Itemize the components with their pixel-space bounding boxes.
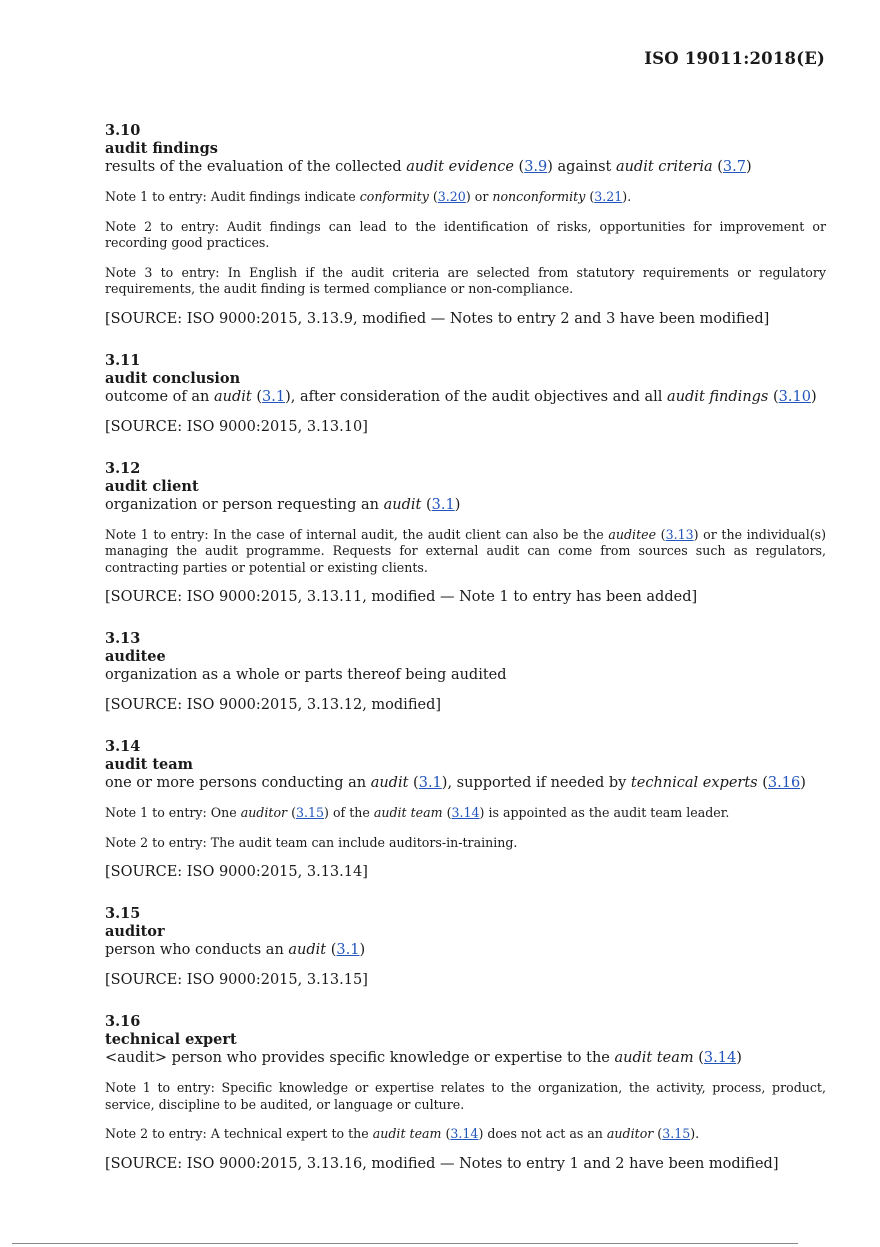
cross-reference-link[interactable]: 3.14	[450, 1126, 479, 1141]
italic-term-reference: technical experts	[630, 775, 758, 791]
italic-term-reference: audit team	[372, 1126, 442, 1141]
text-run: (	[408, 775, 419, 791]
cross-reference-link[interactable]: 3.1	[431, 496, 455, 513]
footer-rule	[12, 1243, 798, 1244]
term-definition	[105, 158, 826, 176]
text-run: ) or the individual(s) managing the audit programme. Requests for external audit can come from sources such as regulators, contracting parties or potential or existing clients.	[105, 526, 827, 575]
text-run: Note 1 to entry: In the case of internal audit, the audit client can also be the	[105, 526, 609, 542]
cross-reference-link[interactable]: 3.1	[262, 388, 286, 405]
text-run: ).	[622, 189, 632, 204]
text-run: Note 2 to entry: A technical expert to the	[105, 1126, 373, 1141]
text-run: outcome of an	[105, 388, 214, 405]
text-run: person who conducts an	[105, 942, 289, 958]
text-run: (	[421, 496, 432, 513]
text-run: ) or	[465, 189, 493, 204]
cross-reference-link[interactable]: 3.1	[418, 775, 442, 791]
text-run: )	[454, 496, 461, 513]
term-number: 3.11	[105, 351, 141, 369]
document-id-header: ISO 19011:2018(E)	[644, 49, 825, 68]
term-entry	[105, 460, 826, 621]
text-run: ) against	[547, 159, 616, 175]
term-number: 3.12	[105, 459, 141, 477]
text-run: (	[693, 1050, 704, 1066]
text-run: one or more persons conducting an	[105, 775, 371, 791]
term-entry	[105, 738, 826, 895]
text-run: <audit> person who provides specific knowledge or expertise to the	[105, 1050, 615, 1066]
text-run: results of the evaluation of the collected	[105, 159, 407, 175]
source-citation: [SOURCE: ISO 9000:2015, 3.13.10]	[105, 418, 368, 435]
italic-term-reference: audit team	[373, 805, 443, 820]
term-name: audit findings	[105, 140, 218, 157]
text-run: Note 2 to entry: Audit findings can lead to the identification of risks, opportunities for improvement or recording good practices.	[105, 218, 826, 250]
text-run: (	[513, 159, 525, 175]
term-definition	[105, 941, 826, 959]
term-entry	[105, 1013, 826, 1187]
text-run: (	[653, 1126, 663, 1141]
text-run: Note 2 to entry: The audit team can include auditors-in-training.	[105, 834, 518, 850]
term-number: 3.10	[105, 122, 141, 139]
note-to-entry	[105, 835, 826, 852]
text-run: )	[745, 159, 752, 175]
source-citation: [SOURCE: ISO 9000:2015, 3.13.14]	[105, 864, 368, 880]
text-run: )	[359, 942, 366, 958]
note-to-entry	[105, 805, 826, 822]
term-entry	[105, 352, 826, 450]
source-citation: [SOURCE: ISO 9000:2015, 3.13.16, modified — Notes to entry 1 and 2 have been modified]	[105, 1155, 779, 1172]
text-run: ), supported if needed by	[441, 775, 631, 791]
italic-term-reference: auditee	[608, 526, 657, 542]
text-run: ), after consideration of the audit objectives and all	[285, 388, 668, 405]
note-to-entry	[105, 527, 826, 577]
source-citation: [SOURCE: ISO 9000:2015, 3.13.9, modified — Notes to entry 2 and 3 have been modified]	[105, 310, 770, 327]
italic-term-reference: audit criteria	[615, 159, 713, 175]
term-definition	[105, 496, 826, 514]
note-to-entry	[105, 265, 826, 298]
cross-reference-link[interactable]: 3.15	[662, 1126, 691, 1141]
cross-reference-link[interactable]: 3.16	[767, 775, 801, 791]
term-name: auditee	[105, 648, 166, 665]
term-definition	[105, 774, 826, 792]
text-run: Note 3 to entry: In English if the audit criteria are selected from statutory requirements or regulatory requirements, the audit finding is termed compliance or non-compliance.	[105, 264, 826, 296]
text-run: ) of the	[324, 805, 374, 820]
note-to-entry	[105, 219, 826, 252]
term-definition	[105, 666, 826, 684]
cross-reference-link[interactable]: 3.13	[665, 526, 694, 542]
text-run: )	[736, 1050, 742, 1066]
text-run: (	[656, 526, 666, 542]
term-entry	[105, 630, 826, 728]
italic-term-reference: audit	[213, 388, 252, 405]
term-definition	[105, 1049, 826, 1067]
cross-reference-link[interactable]: 3.20	[437, 189, 466, 204]
cross-reference-link[interactable]: 3.10	[778, 388, 811, 405]
text-run: Note 1 to entry: Audit findings indicate	[105, 189, 360, 204]
text-run: ) is appointed as the audit team leader.	[479, 805, 730, 820]
term-entry	[105, 122, 826, 342]
text-run: )	[810, 388, 817, 405]
term-number: 3.14	[105, 738, 141, 755]
text-run: Note 1 to entry: One	[105, 805, 241, 820]
italic-term-reference: conformity	[359, 189, 429, 204]
source-citation: [SOURCE: ISO 9000:2015, 3.13.11, modified — Note 1 to entry has been added]	[105, 589, 698, 605]
source-citation: [SOURCE: ISO 9000:2015, 3.13.12, modified]	[105, 697, 442, 713]
italic-term-reference: auditor	[240, 805, 288, 820]
text-run: (	[712, 159, 723, 175]
italic-term-reference: nonconformity	[492, 189, 586, 204]
cross-reference-link[interactable]: 3.7	[722, 159, 746, 175]
italic-term-reference: auditor	[606, 1126, 654, 1141]
cross-reference-link[interactable]: 3.1	[336, 942, 360, 958]
term-definition	[105, 388, 826, 406]
term-entry	[105, 905, 826, 1003]
terms-and-definitions-body	[105, 122, 826, 1197]
text-run: (	[442, 805, 452, 820]
text-run: ) does not act as an	[478, 1126, 607, 1141]
cross-reference-link[interactable]: 3.9	[524, 159, 548, 175]
italic-term-reference: audit	[383, 496, 422, 513]
source-citation: [SOURCE: ISO 9000:2015, 3.13.15]	[105, 972, 368, 988]
text-run: organization or person requesting an	[105, 496, 384, 513]
cross-reference-link[interactable]: 3.15	[295, 805, 325, 820]
text-run: (	[326, 942, 337, 958]
text-run: (	[287, 805, 296, 820]
text-run: Note 1 to entry: Specific knowledge or expertise relates to the organization, the activity, process, product, service, discipline to be audited, or language or culture.	[105, 1080, 826, 1112]
text-run: organization as a whole or parts thereof being audited	[105, 667, 507, 683]
text-run: ).	[690, 1126, 700, 1141]
term-name: audit conclusion	[105, 369, 241, 387]
text-run: (	[428, 189, 438, 204]
note-to-entry	[105, 1080, 826, 1113]
text-run: )	[800, 775, 806, 791]
term-number: 3.16	[105, 1013, 141, 1030]
italic-term-reference: audit findings	[667, 388, 769, 405]
cross-reference-link[interactable]: 3.21	[594, 189, 623, 204]
text-run: (	[441, 1126, 451, 1141]
term-name: audit client	[105, 477, 199, 495]
term-number: 3.15	[105, 905, 141, 922]
italic-term-reference: audit evidence	[406, 159, 514, 175]
cross-reference-link[interactable]: 3.14	[451, 805, 480, 820]
italic-term-reference: audit	[370, 775, 409, 791]
italic-term-reference: audit	[288, 942, 327, 958]
note-to-entry	[105, 189, 826, 206]
term-number: 3.13	[105, 630, 141, 647]
text-run: (	[251, 388, 262, 405]
text-run: (	[768, 388, 779, 405]
cross-reference-link[interactable]: 3.14	[703, 1050, 737, 1066]
italic-term-reference: audit team	[614, 1050, 694, 1066]
term-name: auditor	[105, 923, 165, 940]
note-to-entry	[105, 1126, 826, 1143]
text-run: (	[757, 775, 768, 791]
term-name: technical expert	[105, 1031, 237, 1048]
text-run: (	[585, 189, 595, 204]
term-name: audit team	[105, 756, 193, 773]
